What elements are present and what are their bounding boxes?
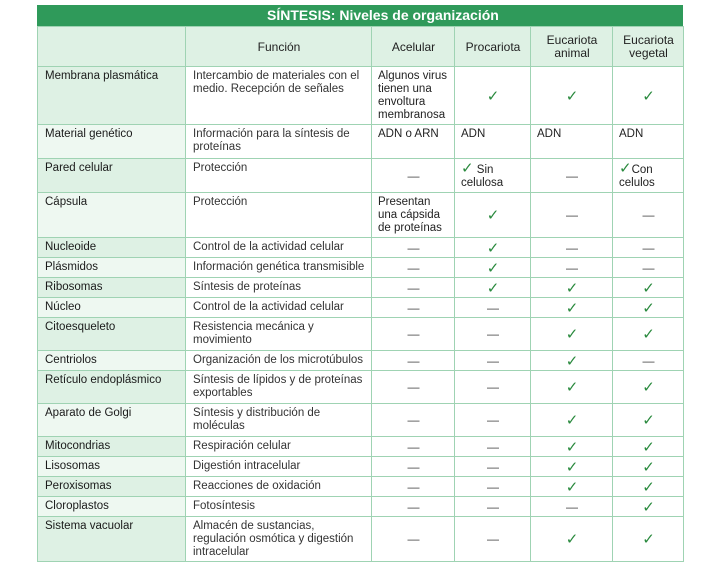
row-function: Información para la síntesis de proteínas xyxy=(186,125,372,159)
cell-vegetal: — xyxy=(613,351,684,371)
table-title: SÍNTESIS: Niveles de organización xyxy=(37,5,683,26)
row-feature: Material genético xyxy=(38,125,186,159)
row-feature: Citoesqueleto xyxy=(38,318,186,351)
cell-animal: ✓ xyxy=(531,298,613,318)
table-row xyxy=(38,517,684,562)
table-row xyxy=(38,258,684,278)
cell-procariota: ✓ Sin celulosa xyxy=(455,159,531,193)
cell-vegetal: ✓ xyxy=(613,477,684,497)
cell-animal: ✓ xyxy=(531,457,613,477)
cell-animal: — xyxy=(531,497,613,517)
cell-animal: — xyxy=(531,193,613,238)
cell-procariota: — xyxy=(455,477,531,497)
cell-acelular: Algunos virus tienen una envoltura membranosa xyxy=(372,67,455,125)
cell-procariota: — xyxy=(455,298,531,318)
synthesis-table-container xyxy=(37,5,683,562)
row-function: Control de la actividad celular xyxy=(186,298,372,318)
cell-procariota: — xyxy=(455,351,531,371)
table-row xyxy=(38,67,684,125)
row-feature: Membrana plasmática xyxy=(38,67,186,125)
row-feature: Lisosomas xyxy=(38,457,186,477)
cell-acelular: — xyxy=(372,351,455,371)
row-function: Información genética transmisible xyxy=(186,258,372,278)
row-feature: Cloroplastos xyxy=(38,497,186,517)
row-function: Protección xyxy=(186,159,372,193)
cell-vegetal: ADN xyxy=(613,125,684,159)
row-function: Almacén de sustancias, regulación osmótica y digestión intracelular xyxy=(186,517,372,562)
row-function: Síntesis de lípidos y de proteínas exportables xyxy=(186,371,372,404)
cell-procariota: — xyxy=(455,371,531,404)
cell-animal: ✓ xyxy=(531,318,613,351)
cell-procariota: ✓ xyxy=(455,258,531,278)
cell-vegetal: ✓ xyxy=(613,67,684,125)
cell-vegetal: — xyxy=(613,238,684,258)
cell-procariota: — xyxy=(455,517,531,562)
cell-animal: ✓ xyxy=(531,517,613,562)
cell-procariota: — xyxy=(455,318,531,351)
row-function: Reacciones de oxidación xyxy=(186,477,372,497)
row-feature: Cápsula xyxy=(38,193,186,238)
cell-acelular: — xyxy=(372,404,455,437)
row-feature: Sistema vacuolar xyxy=(38,517,186,562)
table-row xyxy=(38,159,684,193)
header-acelular: Acelular xyxy=(372,27,455,67)
cell-acelular: — xyxy=(372,457,455,477)
cell-acelular: ADN o ARN xyxy=(372,125,455,159)
row-function: Protección xyxy=(186,193,372,238)
cell-vegetal: ✓ xyxy=(613,278,684,298)
check-icon: ✓ xyxy=(619,160,632,177)
cell-acelular: — xyxy=(372,159,455,193)
cell-procariota: ✓ xyxy=(455,67,531,125)
cell-vegetal: ✓ xyxy=(613,497,684,517)
cell-procariota: — xyxy=(455,437,531,457)
table-row xyxy=(38,318,684,351)
cell-procariota: ✓ xyxy=(455,193,531,238)
cell-procariota: ✓ xyxy=(455,278,531,298)
table-row xyxy=(38,404,684,437)
table-row xyxy=(38,457,684,477)
cell-animal: ✓ xyxy=(531,351,613,371)
cell-animal: — xyxy=(531,159,613,193)
cell-procariota: — xyxy=(455,404,531,437)
cell-acelular: — xyxy=(372,258,455,278)
cell-acelular: — xyxy=(372,497,455,517)
cell-animal: ✓ xyxy=(531,67,613,125)
row-function: Respiración celular xyxy=(186,437,372,457)
header-function: Función xyxy=(186,27,372,67)
check-icon: ✓ xyxy=(461,160,474,177)
cell-vegetal: ✓ xyxy=(613,298,684,318)
cell-vegetal: — xyxy=(613,193,684,238)
cell-procariota: ADN xyxy=(455,125,531,159)
row-feature: Nucleoide xyxy=(38,238,186,258)
row-feature: Pared celular xyxy=(38,159,186,193)
row-function: Control de la actividad celular xyxy=(186,238,372,258)
row-function: Resistencia mecánica y movimiento xyxy=(186,318,372,351)
cell-vegetal: — xyxy=(613,258,684,278)
table-row xyxy=(38,238,684,258)
header-eucariota-animal: Eucariota animal xyxy=(531,27,613,67)
cell-acelular: — xyxy=(372,298,455,318)
cell-acelular: — xyxy=(372,238,455,258)
header-row xyxy=(38,27,684,67)
row-feature: Centriolos xyxy=(38,351,186,371)
cell-vegetal: ✓ xyxy=(613,404,684,437)
header-procariota: Procariota xyxy=(455,27,531,67)
cell-vegetal: ✓ xyxy=(613,517,684,562)
cell-animal: ✓ xyxy=(531,477,613,497)
cell-animal: ✓ xyxy=(531,371,613,404)
cell-acelular: — xyxy=(372,318,455,351)
table-row xyxy=(38,278,684,298)
table-row xyxy=(38,193,684,238)
table-row xyxy=(38,351,684,371)
cell-animal: ADN xyxy=(531,125,613,159)
cell-acelular: Presentan una cápsida de proteínas xyxy=(372,193,455,238)
row-feature: Retículo endoplásmico xyxy=(38,371,186,404)
table-row xyxy=(38,371,684,404)
cell-animal: — xyxy=(531,238,613,258)
cell-vegetal: ✓ xyxy=(613,371,684,404)
row-feature: Ribosomas xyxy=(38,278,186,298)
row-function: Organización de los microtúbulos xyxy=(186,351,372,371)
row-feature: Aparato de Golgi xyxy=(38,404,186,437)
cell-acelular: — xyxy=(372,437,455,457)
cell-animal: ✓ xyxy=(531,278,613,298)
row-function: Fotosíntesis xyxy=(186,497,372,517)
row-feature: Peroxisomas xyxy=(38,477,186,497)
cell-acelular: — xyxy=(372,477,455,497)
cell-vegetal: ✓ xyxy=(613,318,684,351)
cell-vegetal: ✓ xyxy=(613,437,684,457)
row-feature: Plásmidos xyxy=(38,258,186,278)
cell-acelular: — xyxy=(372,371,455,404)
row-feature: Núcleo xyxy=(38,298,186,318)
table-row xyxy=(38,437,684,457)
header-eucariota-vegetal: Eucariota vegetal xyxy=(613,27,684,67)
row-function: Digestión intracelular xyxy=(186,457,372,477)
cell-animal: ✓ xyxy=(531,437,613,457)
table-row xyxy=(38,497,684,517)
row-function: Síntesis y distribución de moléculas xyxy=(186,404,372,437)
table-row xyxy=(38,125,684,159)
cell-procariota: ✓ xyxy=(455,238,531,258)
cell-animal: — xyxy=(531,258,613,278)
header-feature xyxy=(38,27,186,67)
row-feature: Mitocondrias xyxy=(38,437,186,457)
table-row xyxy=(38,298,684,318)
cell-acelular: — xyxy=(372,517,455,562)
cell-animal: ✓ xyxy=(531,404,613,437)
cell-acelular: — xyxy=(372,278,455,298)
cell-procariota: — xyxy=(455,457,531,477)
organization-levels-table xyxy=(37,26,684,562)
row-function: Intercambio de materiales con el medio. Recepción de señales xyxy=(186,67,372,125)
cell-vegetal: ✓ xyxy=(613,457,684,477)
cell-procariota: — xyxy=(455,497,531,517)
table-row xyxy=(38,477,684,497)
cell-vegetal: ✓Con celulos xyxy=(613,159,684,193)
row-function: Síntesis de proteínas xyxy=(186,278,372,298)
